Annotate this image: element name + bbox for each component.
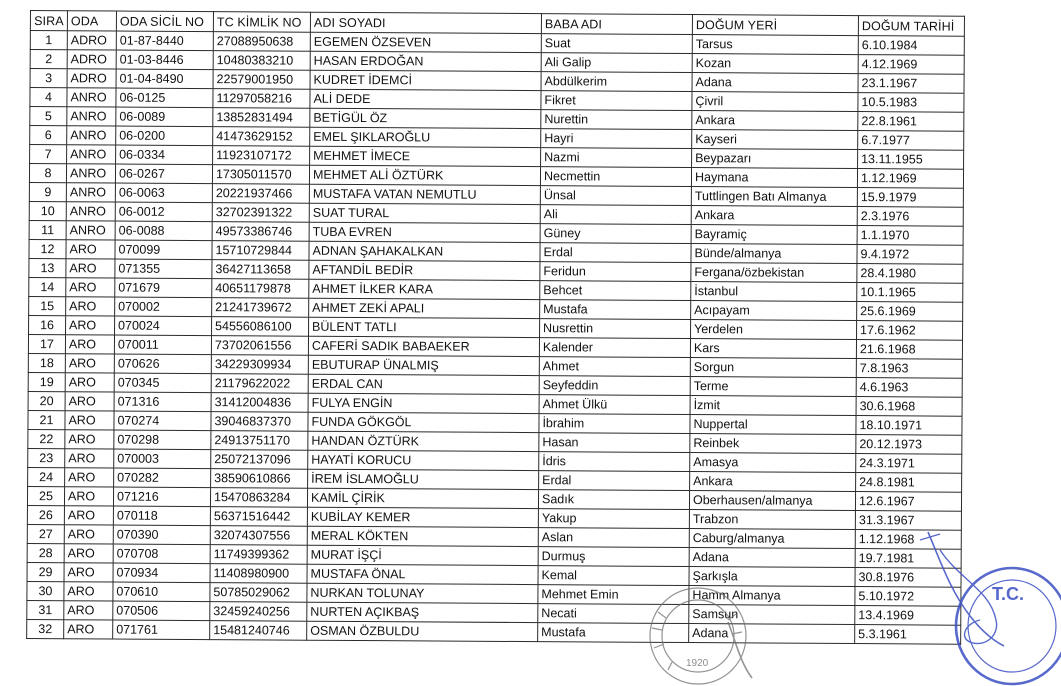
- father-name-cell: Fikret: [541, 91, 692, 111]
- row-number-cell: 13: [29, 258, 66, 277]
- birth-date-cell: 19.7.1981: [855, 549, 961, 569]
- full-name-cell: ALİ DEDE: [310, 89, 541, 109]
- tc-id-no-cell: 32074307556: [210, 526, 307, 546]
- tc-id-no-cell: 25072137096: [211, 450, 308, 470]
- birth-date-cell: 4.6.1963: [856, 378, 962, 398]
- chamber-code-cell: ARO: [66, 278, 115, 297]
- row-number-cell: 12: [29, 239, 66, 258]
- chamber-code-cell: ANRO: [66, 202, 115, 221]
- member-table: [26, 10, 965, 645]
- chamber-registry-no-cell: 070282: [114, 468, 211, 488]
- chamber-code-cell: ARO: [65, 335, 114, 354]
- full-name-cell: KUBİLAY KEMER: [307, 507, 538, 527]
- full-name-cell: MUSTAFA ÖNAL: [307, 564, 538, 584]
- row-number-cell: 26: [27, 505, 64, 524]
- tc-mark: T.C.: [992, 584, 1025, 604]
- birth-place-cell: Amasya: [690, 453, 856, 473]
- chamber-registry-no-cell: 070390: [113, 525, 210, 545]
- father-name-cell: Ahmet Ülkü: [539, 395, 690, 415]
- father-name-cell: İdris: [539, 452, 690, 472]
- chamber-code-cell: ARO: [65, 430, 114, 449]
- father-name-cell: Hasan: [539, 433, 690, 453]
- tc-id-no-cell: 73702061556: [211, 336, 308, 356]
- father-name-cell: Necmettin: [540, 167, 691, 187]
- birth-date-cell: 10.1.1965: [857, 283, 963, 303]
- row-number-cell: 18: [28, 353, 65, 372]
- birth-place-cell: Ankara: [692, 111, 858, 131]
- tc-id-no-cell: 15710729844: [212, 241, 309, 261]
- father-name-cell: Kalender: [539, 338, 690, 358]
- birth-date-cell: 21.6.1968: [856, 340, 962, 360]
- column-header: ODA: [67, 11, 116, 31]
- row-number-cell: 10: [29, 201, 66, 220]
- chamber-code-cell: ARO: [65, 392, 114, 411]
- birth-place-cell: Kars: [690, 339, 856, 359]
- father-name-cell: Ahmet: [539, 357, 690, 377]
- birth-place-cell: Yerdelen: [691, 320, 857, 340]
- row-number-cell: 23: [28, 448, 65, 467]
- birth-date-cell: 12.6.1967: [855, 492, 961, 512]
- column-header: SIRA: [30, 11, 67, 31]
- chamber-registry-no-cell: 070506: [113, 601, 210, 621]
- birth-date-cell: 18.10.1971: [856, 416, 962, 436]
- column-header: ADI SOYADI: [310, 12, 541, 33]
- chamber-code-cell: ARO: [65, 373, 114, 392]
- row-number-cell: 2: [30, 50, 67, 69]
- row-number-cell: 20: [28, 391, 65, 410]
- father-name-cell: Nurettin: [541, 110, 692, 130]
- row-number-cell: 29: [27, 562, 64, 581]
- chamber-code-cell: ARO: [65, 411, 114, 430]
- tc-id-no-cell: 56371516442: [210, 507, 307, 527]
- chamber-code-cell: ADRO: [67, 69, 116, 88]
- father-name-cell: Hayri: [541, 129, 692, 149]
- father-name-cell: Necati: [538, 604, 689, 624]
- tc-id-no-cell: 39046837370: [211, 412, 308, 432]
- tc-id-no-cell: 54556086100: [212, 317, 309, 337]
- father-name-cell: Durmuş: [538, 547, 689, 567]
- chamber-registry-no-cell: 070298: [114, 430, 211, 450]
- father-name-cell: Abdülkerim: [541, 72, 692, 92]
- birth-date-cell: 30.6.1968: [856, 397, 962, 417]
- chamber-code-cell: ANRO: [66, 183, 115, 202]
- birth-place-cell: Ankara: [690, 472, 856, 492]
- full-name-cell: FULYA ENGİN: [308, 393, 539, 413]
- column-header: TC KİMLİK NO: [213, 12, 310, 33]
- chamber-code-cell: ANRO: [67, 145, 116, 164]
- row-number-cell: 21: [28, 410, 65, 429]
- row-number-cell: 15: [29, 296, 66, 315]
- column-header: DOĞUM TARİHİ: [858, 16, 964, 37]
- full-name-cell: EGEMEN ÖZSEVEN: [310, 32, 541, 52]
- father-name-cell: Nazmi: [541, 148, 692, 168]
- birth-place-cell: Adana: [689, 624, 855, 644]
- birth-date-cell: 1.12.1968: [855, 530, 961, 550]
- row-number-cell: 17: [28, 334, 65, 353]
- birth-date-cell: 5.3.1961: [855, 625, 961, 645]
- full-name-cell: AFTANDİL BEDİR: [309, 260, 540, 280]
- row-number-cell: 1: [30, 31, 67, 50]
- chamber-code-cell: ANRO: [67, 107, 116, 126]
- full-name-cell: NURKAN TOLUNAY: [307, 583, 538, 603]
- tc-id-no-cell: 27088950638: [213, 32, 310, 52]
- birth-place-cell: Adana: [692, 73, 858, 93]
- chamber-code-cell: ANRO: [66, 164, 115, 183]
- father-name-cell: Ali Galip: [541, 53, 692, 73]
- birth-place-cell: Tarsus: [692, 35, 858, 55]
- chamber-registry-no-cell: 071679: [115, 278, 212, 298]
- chamber-code-cell: ARO: [66, 259, 115, 278]
- full-name-cell: HANDAN ÖZTÜRK: [308, 431, 539, 451]
- birth-date-cell: 7.8.1963: [856, 359, 962, 379]
- chamber-registry-no-cell: 070118: [113, 506, 210, 526]
- full-name-cell: MEHMET ALİ ÖZTÜRK: [309, 165, 540, 185]
- full-name-cell: BETİGÜL ÖZ: [310, 108, 541, 128]
- birth-place-cell: Reinbek: [690, 434, 856, 454]
- chamber-code-cell: ADRO: [67, 50, 116, 69]
- birth-date-cell: 15.9.1979: [857, 188, 963, 208]
- birth-place-cell: Acıpayam: [691, 301, 857, 321]
- birth-date-cell: 20.12.1973: [856, 435, 962, 455]
- chamber-registry-no-cell: 070274: [114, 411, 211, 431]
- full-name-cell: MURAT İŞÇİ: [307, 545, 538, 565]
- tc-id-no-cell: 20221937466: [212, 184, 309, 204]
- chamber-registry-no-cell: 06-0334: [116, 145, 213, 165]
- tc-id-no-cell: 10480383210: [213, 51, 310, 71]
- row-number-cell: 6: [30, 126, 67, 145]
- full-name-cell: AHMET İLKER KARA: [309, 279, 540, 299]
- birth-place-cell: Trabzon: [689, 510, 855, 530]
- chamber-code-cell: ARO: [66, 316, 115, 335]
- tc-id-no-cell: 22579001950: [213, 70, 310, 90]
- chamber-registry-no-cell: 06-0089: [116, 107, 213, 127]
- chamber-registry-no-cell: 071216: [113, 487, 210, 507]
- tc-id-no-cell: 11923107172: [213, 146, 310, 166]
- full-name-cell: FUNDA GÖKGÖL: [308, 412, 539, 432]
- tc-id-no-cell: 34229309934: [211, 355, 308, 375]
- tc-id-no-cell: 17305011570: [212, 165, 309, 185]
- father-name-cell: İbrahim: [539, 414, 690, 434]
- row-number-cell: 14: [29, 277, 66, 296]
- birth-place-cell: Tuttlingen Batı Almanya: [691, 187, 857, 207]
- chamber-code-cell: ARO: [65, 354, 114, 373]
- tc-id-no-cell: 21241739672: [212, 298, 309, 318]
- row-number-cell: 27: [27, 524, 64, 543]
- chamber-code-cell: ARO: [64, 487, 113, 506]
- column-header: BABA ADI: [541, 14, 692, 35]
- birth-place-cell: Ankara: [691, 206, 857, 226]
- full-name-cell: İREM İSLAMOĞLU: [308, 469, 539, 489]
- row-number-cell: 5: [30, 107, 67, 126]
- full-name-cell: SUAT TURAL: [309, 203, 540, 223]
- tc-id-no-cell: 15470863284: [210, 488, 307, 508]
- full-name-cell: MUSTAFA VATAN NEMUTLU: [309, 184, 540, 204]
- column-header: ODA SİCİL NO: [116, 11, 213, 32]
- chamber-code-cell: ARO: [64, 582, 113, 601]
- father-name-cell: Yakup: [538, 509, 689, 529]
- birth-place-cell: Şarkışla: [689, 567, 855, 587]
- chamber-code-cell: ARO: [64, 544, 113, 563]
- tc-id-no-cell: 32459240256: [210, 602, 307, 622]
- chamber-code-cell: ARO: [65, 468, 114, 487]
- tc-id-no-cell: 40651179878: [212, 279, 309, 299]
- chamber-registry-no-cell: 070024: [115, 316, 212, 336]
- full-name-cell: ERDAL CAN: [308, 374, 539, 394]
- father-name-cell: Erdal: [539, 471, 690, 491]
- chamber-registry-no-cell: 06-0063: [115, 183, 212, 203]
- father-name-cell: Aslan: [538, 528, 689, 548]
- birth-place-cell: İstanbul: [691, 282, 857, 302]
- full-name-cell: ADNAN ŞAHAKALKAN: [309, 241, 540, 261]
- row-number-cell: 19: [28, 372, 65, 391]
- chamber-code-cell: ARO: [66, 297, 115, 316]
- chamber-registry-no-cell: 071316: [114, 392, 211, 412]
- tc-id-no-cell: 49573386746: [212, 222, 309, 242]
- tc-id-no-cell: 11297058216: [213, 89, 310, 109]
- chamber-registry-no-cell: 070002: [115, 297, 212, 317]
- birth-date-cell: 30.8.1976: [855, 568, 961, 588]
- birth-place-cell: Samsun: [689, 605, 855, 625]
- father-name-cell: Mustafa: [540, 300, 691, 320]
- birth-date-cell: 13.4.1969: [855, 606, 961, 626]
- tc-id-no-cell: 13852831494: [213, 108, 310, 128]
- full-name-cell: AHMET ZEKİ APALI: [309, 298, 540, 318]
- father-name-cell: Behcet: [540, 281, 691, 301]
- birth-date-cell: 31.3.1967: [855, 511, 961, 531]
- full-name-cell: KAMİL ÇİRİK: [307, 488, 538, 508]
- full-name-cell: EBUTURAP ÜNALMIŞ: [308, 355, 539, 375]
- chamber-registry-no-cell: 071761: [113, 620, 210, 640]
- birth-date-cell: 17.6.1962: [857, 321, 963, 341]
- birth-place-cell: Kozan: [692, 54, 858, 74]
- tc-id-no-cell: 38590610866: [211, 469, 308, 489]
- chamber-code-cell: ANRO: [66, 221, 115, 240]
- row-number-cell: 4: [30, 88, 67, 107]
- birth-date-cell: 5.10.1972: [855, 587, 961, 607]
- row-number-cell: 32: [27, 619, 64, 638]
- tc-id-no-cell: 41473629152: [213, 127, 310, 147]
- birth-place-cell: Çivril: [692, 92, 858, 112]
- chamber-registry-no-cell: 01-03-8446: [116, 50, 213, 70]
- birth-date-cell: 10.5.1983: [858, 93, 964, 113]
- birth-place-cell: Bünde/almanya: [691, 244, 857, 264]
- row-number-cell: 8: [29, 164, 66, 183]
- chamber-code-cell: ADRO: [67, 31, 116, 50]
- birth-place-cell: Bayramiç: [691, 225, 857, 245]
- chamber-code-cell: ARO: [65, 449, 114, 468]
- row-number-cell: 24: [28, 467, 65, 486]
- chamber-registry-no-cell: 06-0012: [115, 202, 212, 222]
- full-name-cell: HASAN ERDOĞAN: [310, 51, 541, 71]
- chamber-registry-no-cell: 06-0125: [116, 88, 213, 108]
- chamber-registry-no-cell: 070099: [115, 240, 212, 260]
- chamber-registry-no-cell: 070626: [114, 354, 211, 374]
- tc-id-no-cell: 50785029062: [210, 583, 307, 603]
- full-name-cell: NURTEN AÇIKBAŞ: [307, 602, 538, 622]
- chamber-code-cell: ARO: [64, 620, 113, 639]
- chamber-registry-no-cell: 071355: [115, 259, 212, 279]
- father-name-cell: Suat: [541, 34, 692, 54]
- father-name-cell: Mustafa: [538, 623, 689, 643]
- birth-date-cell: 9.4.1972: [857, 245, 963, 265]
- table-body: [27, 31, 965, 645]
- row-number-cell: 11: [29, 220, 66, 239]
- row-number-cell: 3: [30, 69, 67, 88]
- father-name-cell: Ali: [540, 205, 691, 225]
- chamber-registry-no-cell: 06-0267: [115, 164, 212, 184]
- tc-id-no-cell: 15481240746: [210, 621, 307, 641]
- chamber-registry-no-cell: 070345: [114, 373, 211, 393]
- tc-id-no-cell: 11408980900: [210, 564, 307, 584]
- full-name-cell: CAFERİ SADIK BABAEKER: [308, 336, 539, 356]
- tc-id-no-cell: 32702391322: [212, 203, 309, 223]
- full-name-cell: BÜLENT TATLI: [309, 317, 540, 337]
- chamber-code-cell: ARO: [64, 601, 113, 620]
- full-name-cell: HAYATİ KORUCU: [308, 450, 539, 470]
- birth-place-cell: Nuppertal: [690, 415, 856, 435]
- chamber-registry-no-cell: 070610: [113, 582, 210, 602]
- row-number-cell: 16: [29, 315, 66, 334]
- chamber-code-cell: ARO: [64, 506, 113, 525]
- chamber-registry-no-cell: 070011: [114, 335, 211, 355]
- father-name-cell: Kemal: [538, 566, 689, 586]
- birth-date-cell: 6.7.1977: [858, 131, 964, 151]
- birth-place-cell: Terme: [690, 377, 856, 397]
- father-name-cell: Güney: [540, 224, 691, 244]
- birth-date-cell: 6.10.1984: [858, 36, 964, 56]
- father-name-cell: Nusrettin: [540, 319, 691, 339]
- birth-date-cell: 13.11.1955: [858, 150, 964, 170]
- birth-date-cell: 1.12.1969: [857, 169, 963, 189]
- tc-id-no-cell: 36427113658: [212, 260, 309, 280]
- father-name-cell: Seyfeddin: [539, 376, 690, 396]
- full-name-cell: TUBA EVREN: [309, 222, 540, 242]
- birth-date-cell: 2.3.1976: [857, 207, 963, 227]
- tc-id-no-cell: 21179622022: [211, 374, 308, 394]
- birth-date-cell: 1.1.1970: [857, 226, 963, 246]
- father-name-cell: Feridun: [540, 262, 691, 282]
- tc-id-no-cell: 31412004836: [211, 393, 308, 413]
- birth-date-cell: 24.8.1981: [856, 473, 962, 493]
- row-number-cell: 25: [27, 486, 64, 505]
- row-number-cell: 9: [29, 182, 66, 201]
- tc-id-no-cell: 24913751170: [211, 431, 308, 451]
- father-name-cell: Mehmet Emin: [538, 585, 689, 605]
- birth-place-cell: Fergana/özbekistan: [691, 263, 857, 283]
- chamber-registry-no-cell: 01-04-8490: [116, 69, 213, 89]
- chamber-code-cell: ARO: [66, 240, 115, 259]
- father-name-cell: Sadık: [538, 490, 689, 510]
- father-name-cell: Ünsal: [540, 186, 691, 206]
- chamber-registry-no-cell: 070003: [114, 449, 211, 469]
- row-number-cell: 28: [27, 543, 64, 562]
- birth-date-cell: 24.3.1971: [856, 454, 962, 474]
- chamber-registry-no-cell: 070708: [113, 544, 210, 564]
- full-name-cell: OSMAN ÖZBULDU: [307, 621, 538, 641]
- full-name-cell: EMEL ŞIKLAROĞLU: [310, 127, 541, 147]
- birth-date-cell: 23.1.1967: [858, 74, 964, 94]
- birth-place-cell: Beypazarı: [692, 149, 858, 169]
- row-number-cell: 31: [27, 600, 64, 619]
- column-header: DOĞUM YERİ: [692, 15, 858, 36]
- chamber-code-cell: ARO: [64, 563, 113, 582]
- birth-date-cell: 4.12.1969: [858, 55, 964, 75]
- birth-place-cell: İzmit: [690, 396, 856, 416]
- full-name-cell: MEHMET İMECE: [310, 146, 541, 166]
- seal-year: 1920: [686, 658, 709, 669]
- chamber-registry-no-cell: 070934: [113, 563, 210, 583]
- birth-date-cell: 28.4.1980: [857, 264, 963, 284]
- birth-place-cell: Caburg/almanya: [689, 529, 855, 549]
- birth-place-cell: Kayseri: [692, 130, 858, 150]
- birth-place-cell: Haymana: [691, 168, 857, 188]
- chamber-code-cell: ARO: [64, 525, 113, 544]
- chamber-registry-no-cell: 06-0088: [115, 221, 212, 241]
- birth-place-cell: Adana: [689, 548, 855, 568]
- chamber-registry-no-cell: 01-87-8440: [116, 31, 213, 51]
- birth-place-cell: Hamm Almanya: [689, 586, 855, 606]
- chamber-code-cell: ANRO: [67, 126, 116, 145]
- birth-date-cell: 22.8.1961: [858, 112, 964, 132]
- birth-place-cell: Sorgun: [690, 358, 856, 378]
- row-number-cell: 22: [28, 429, 65, 448]
- chamber-registry-no-cell: 06-0200: [116, 126, 213, 146]
- full-name-cell: KUDRET İDEMCİ: [310, 70, 541, 90]
- birth-place-cell: Oberhausen/almanya: [689, 491, 855, 511]
- tc-id-no-cell: 11749399362: [210, 545, 307, 565]
- row-number-cell: 7: [30, 145, 67, 164]
- chamber-code-cell: ANRO: [67, 88, 116, 107]
- full-name-cell: MERAL KÖKTEN: [307, 526, 538, 546]
- birth-date-cell: 25.6.1969: [857, 302, 963, 322]
- row-number-cell: 30: [27, 581, 64, 600]
- father-name-cell: Erdal: [540, 243, 691, 263]
